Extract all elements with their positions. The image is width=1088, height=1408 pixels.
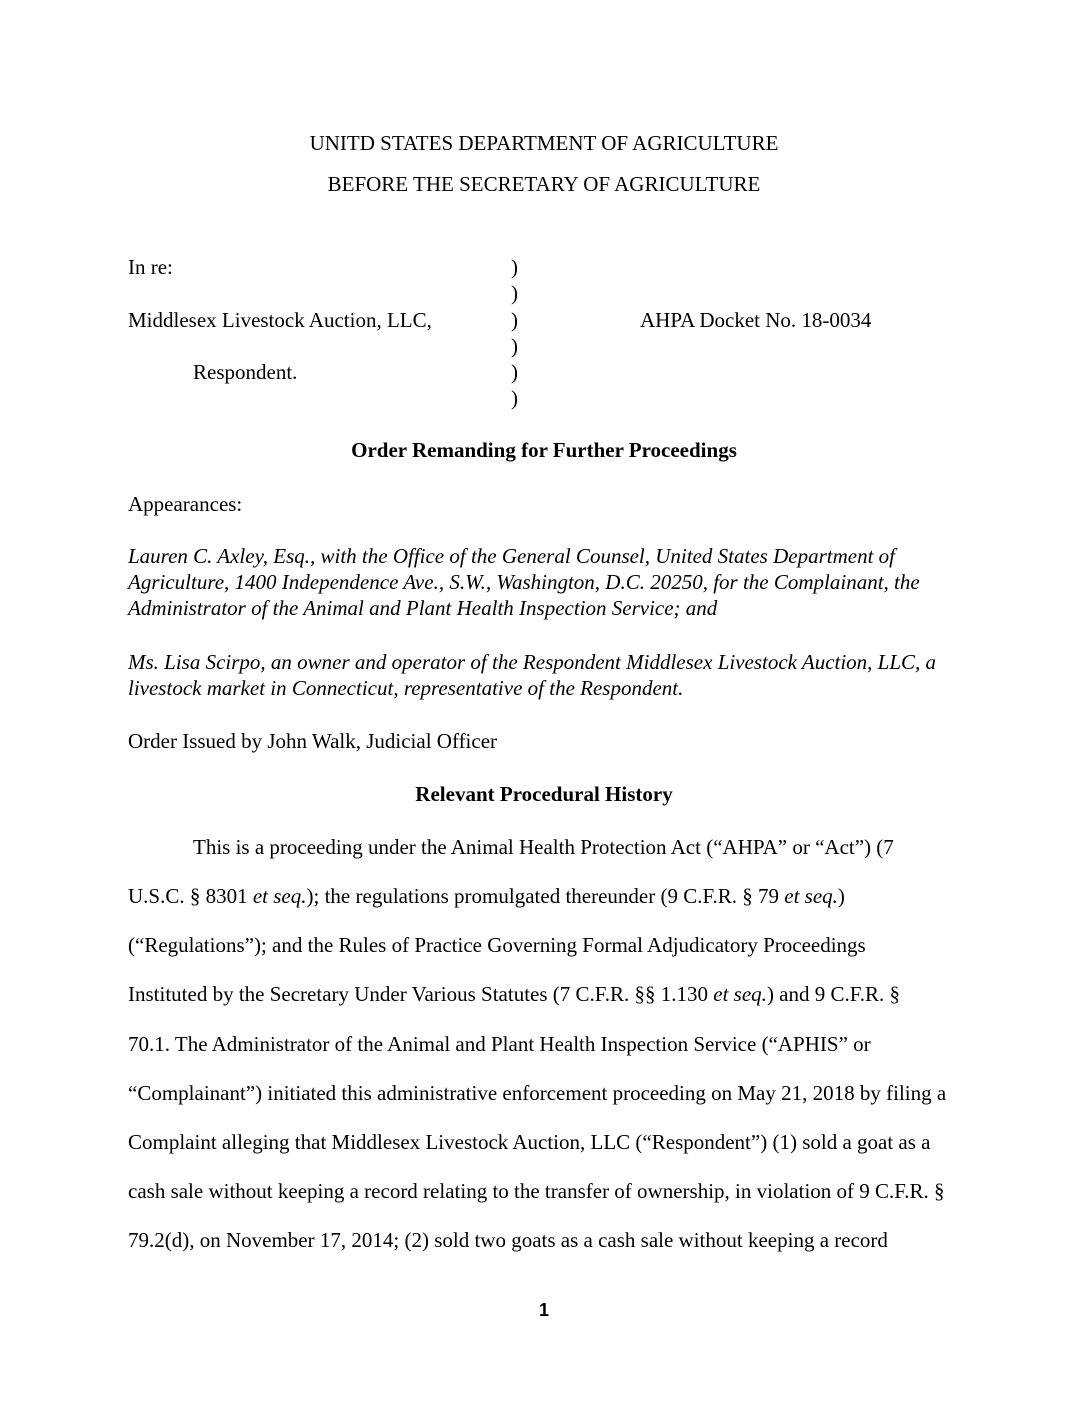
section-heading: Relevant Procedural History	[415, 782, 673, 806]
party-role: Respondent.	[193, 360, 298, 384]
body-line: 70.1. The Administrator of the Animal and Plant Health Inspection Service (“APHIS” or	[128, 1032, 871, 1056]
caption-paren: )	[511, 255, 518, 279]
caption-paren: )	[511, 308, 518, 332]
caption-paren: )	[511, 386, 518, 410]
tribunal-heading: BEFORE THE SECRETARY OF AGRICULTURE	[327, 172, 761, 196]
appearances-label: Appearances:	[128, 492, 243, 516]
docket-number: AHPA Docket No. 18-0034	[640, 308, 872, 332]
body-line: (“Regulations”); and the Rules of Practice Governing Formal Adjudicatory Proceedings	[128, 933, 866, 957]
body-line: “Complainant”) initiated this administrative enforcement proceeding on May 21, 2018 by filing a	[128, 1081, 947, 1105]
body-line: Complaint alleging that Middlesex Livestock Auction, LLC (“Respondent”) (1) sold a goat as a	[128, 1130, 931, 1154]
in-re-label: In re:	[128, 255, 173, 279]
page-number: 1	[538, 1300, 549, 1320]
appearance-respondent-line: livestock market in Connecticut, representative of the Respondent.	[128, 676, 684, 700]
party-name: Middlesex Livestock Auction, LLC,	[128, 308, 432, 332]
appearance-complainant-line: Agriculture, 1400 Independence Ave., S.W., Washington, D.C. 20250, for the Complainant, the	[128, 570, 920, 594]
caption-paren: )	[511, 360, 518, 384]
appearance-respondent-line: Ms. Lisa Scirpo, an owner and operator of the Respondent Middlesex Livestock Auction, LLC, a	[128, 650, 937, 674]
body-line: U.S.C. § 8301 et seq.); the regulations promulgated thereunder (9 C.F.R. § 79 et seq.)	[128, 884, 845, 908]
body-line: This is a proceeding under the Animal Health Protection Act (“AHPA” or “Act”) (7	[193, 835, 894, 859]
agency-heading: UNITD STATES DEPARTMENT OF AGRICULTURE	[309, 131, 779, 155]
order-title: Order Remanding for Further Proceedings	[351, 438, 737, 462]
appearance-complainant-line: Lauren C. Axley, Esq., with the Office of the General Counsel, United States Department of	[128, 544, 895, 568]
appearance-complainant-line: Administrator of the Animal and Plant Health Inspection Service; and	[128, 596, 718, 620]
body-line: Instituted by the Secretary Under Various Statutes (7 C.F.R. §§ 1.130 et seq.) and 9 C.F.R. §	[128, 982, 901, 1006]
caption-paren: )	[511, 281, 518, 305]
body-line: cash sale without keeping a record relating to the transfer of ownership, in violation of 9 C.F.R. §	[128, 1179, 945, 1203]
caption-paren: )	[511, 334, 518, 358]
issued-by: Order Issued by John Walk, Judicial Officer	[128, 729, 498, 753]
body-line: 79.2(d), on November 17, 2014; (2) sold two goats as a cash sale without keeping a record	[128, 1228, 888, 1252]
